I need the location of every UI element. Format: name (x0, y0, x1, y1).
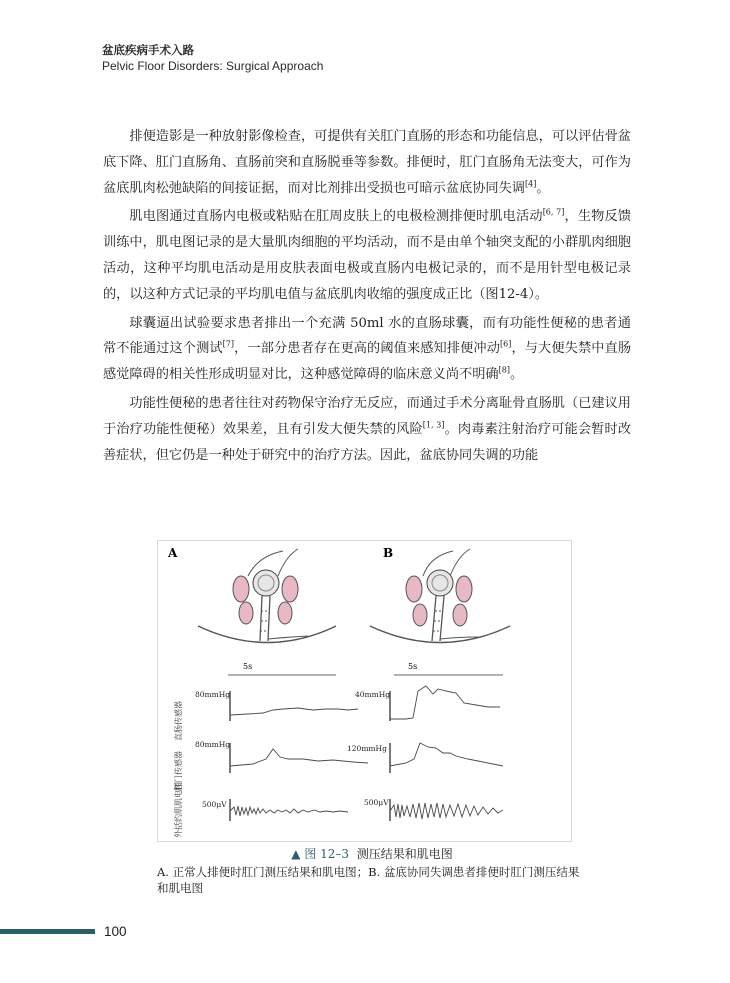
header-title-en: Pelvic Floor Disorders: Surgical Approach (102, 59, 324, 73)
figure-drawing (158, 541, 571, 841)
trace-b-rectal (390, 686, 500, 719)
trace-b-emg (390, 803, 503, 819)
emg-label: 外括约肌肌电图 (174, 782, 183, 838)
anatomy-illustration-a (198, 549, 336, 643)
a-rectal-scale: 80mmHg (195, 690, 231, 699)
page-number: 100 (104, 924, 127, 939)
figure-caption-desc: A. 正常人排便时肛门测压结果和肌电图；B. 盆底协同失调患者排便时肛门测压结果和肌电图 (157, 865, 580, 895)
figure-title: 测压结果和肌电图 (356, 847, 453, 861)
paragraph: 功能性便秘的患者往往对药物保守治疗无反应，而通过手术分离耻骨直肠肌（已建议用于治疗功能性便秘）效果差，且有引发大便失禁的风险[1, 3]。肉毒素注射治疗可能会暂时改善症状，但它仍是一种处于研究中的治疗方法。因此，盆底协同失调的功能 (103, 395, 632, 463)
b-rectal-scale: 40mmHg (355, 690, 391, 699)
panel-a-label: A (168, 546, 178, 560)
panel-b-label: B (383, 546, 394, 560)
svg-text:5s: 5s (243, 662, 253, 671)
triangle-icon: ▲ (291, 847, 301, 861)
time-scale-b (394, 662, 503, 675)
time-scale-a (228, 662, 336, 675)
trace-a-rectal (230, 708, 358, 715)
figure-number: 图 12–3 (304, 847, 350, 861)
svg-text:5s: 5s (408, 662, 418, 671)
b-anal-scale: 120mmHg (347, 744, 387, 753)
figure-caption (157, 846, 587, 896)
trace-a-emg (230, 806, 348, 816)
a-anal-scale: 80mmHg (195, 740, 231, 749)
header-title-zh: 盆底疾病手术入路 (102, 43, 194, 57)
anatomy-illustration-b (370, 549, 510, 643)
a-emg-scale: 500μV (202, 800, 227, 809)
body-text (103, 124, 631, 471)
footer-accent-bar (0, 929, 95, 934)
figure-12-3 (157, 540, 572, 842)
trace-b-anal (390, 743, 503, 766)
b-emg-scale: 500μV (364, 798, 389, 807)
figure-caption-title (157, 846, 587, 863)
paragraph: 球囊逼出试验要求患者排出一个充满 50ml 水的直肠球囊，而有功能性便秘的患者通常不能通过这个测试[7]，一部分患者存在更高的阈值来感知排便冲动[6]，与大便失禁中直肠感觉障碍的相关性形成明显对比，这种感觉障碍的临床意义尚不明确[8]。 (103, 315, 632, 383)
rectal-sensor-label: 直肠传感器 (174, 701, 183, 741)
running-header (102, 42, 323, 74)
paragraph: 肌电图通过直肠内电极或粘贴在肛周皮肤上的电极检测排便时肌电活动[6, 7]，生物反馈训练中，肌电图记录的是大量肌肉细胞的平均活动，而不是由单个轴突支配的小群肌肉细胞活动，这种平均肌电活动是用皮肤表面电极或直肠内电极记录的，而不是用针型电极记录的，以这种方式记录的平均肌电值与盆底肌肉收缩的强度成正比（图12-4）。 (103, 208, 632, 302)
paragraph: 排便造影是一种放射影像检查，可提供有关肛门直肠的形态和功能信息，可以评估骨盆底下降、肛门直肠角、直肠前突和直肠脱垂等参数。排便时，肛门直肠角无法变大，可作为盆底肌肉松弛缺陷的间接证据，而对比剂排出受损也可暗示盆底协同失调[4]。 (103, 129, 631, 196)
row-labels (173, 701, 183, 838)
anal-sensor-label: 肛门传感器 (174, 751, 183, 791)
